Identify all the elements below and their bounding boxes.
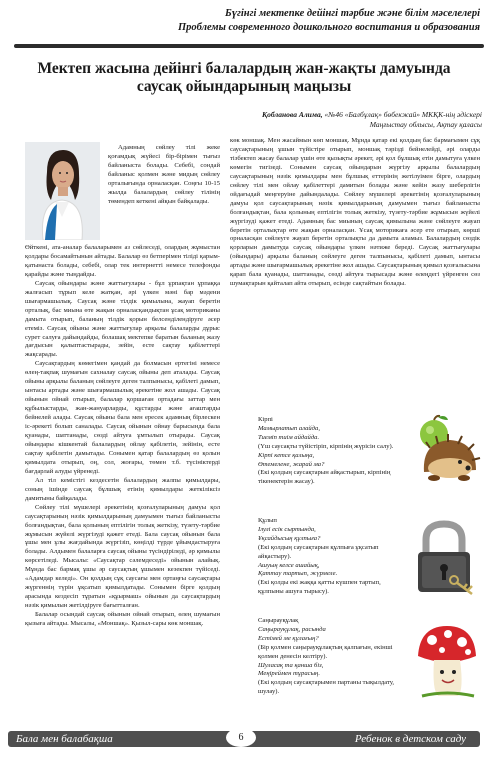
poem-hedgehog [258, 416, 408, 487]
poem-title: Саңырауқұлақ [258, 617, 299, 624]
poem-line: Естімей ме құлағың? [258, 634, 319, 642]
paragraph-right-main: көк моншақ. Мен жасаймын көп моншақ. Мұнда қатар екі қолдың бас бармағымен сұқ саусақтарының ұшын түйістіре отырып, моншақ тәрізді бейнелейді, әрі оларды тізбектеп жасау балалар үшін өте қызықты әрекет, әрі қол бұлшық етін дамытуға үлкен көмегін тигізеді. Сонымен саусақ ойындарын жүргізу арқылы балалардың саусақтарының нәзік қимылдары мен бұлшық еттерінің жетілуімен бірге, олардың сөйлеу тілі мен ойлау қабілеттері дамитын болады және кейін жазу шеберлігін ойдағыдай меңгеруіне дайындалады. Сөйлеу мүшелері әрекетінің қозғалуларының дамуы қол саусақтарының нәзік қимылдарының дамуымен тығыз байланысты болғандықтан, бала қолының ептілігін толық жеткізу, түзету-тәрбие жұмысын жүйелі жүргізуді қажет етеді. Адамның бас миының саусақ қимылына және сөйлеуге жауап беретін орталықтар өте жақын орналасқан. Ұсақ моторикаға әсер ете отырып, көрші орналасқан сөйлеуге жауап беретін орталықты да дамыта аламыз. Балалардың сөздік қорларын дамытуда саусақ ойындары үлкен нәтиже береді. Саусақ жаттығулары (ойындары) арқылы баланың сөйлеуге деген талпынысы, қабілеті дамып, ынтасы артады және шығармашылық әрекетіне жол ашады. Саусақтарының қимыл қозғалысына қарап бала қуанады, шаттанады, сөзді айтуға тырысады және өлеңдегі үйренген сөз шумақтарын қайталап айта отырып, есінде сақтайтын болады. [230, 137, 480, 288]
poem-note: (Екі қолды екі жаққа қатты күшпен тартып, құлпыны ашуға тырысу). [258, 579, 381, 596]
header-title-russian: Проблемы современного дошкольного воспитания и образования [177, 22, 480, 33]
author-name: Қобланова Алима, [262, 110, 323, 119]
header-divider [14, 44, 484, 48]
poem-mushroom [258, 617, 408, 697]
footer-journal-kazakh: Бала мен балабақша [16, 733, 113, 745]
poem-line: Ілулі есік сыртында, [258, 525, 316, 533]
author-photo [25, 142, 100, 240]
poem-note: (Үш саусақты түйістіріп, кірпінің жүрісін салу). [258, 442, 394, 450]
left-column [25, 244, 220, 629]
author-info [150, 110, 482, 130]
author-portrait-image [25, 142, 100, 240]
poem-line: Кірпі кетсе қалыңа, [258, 451, 315, 459]
paragraph-organs-of-speech: Сөйлеу тілі мүшелері әрекетінің қозғалуларының дамуы қол саусақтарының нәзік қимылдарының дамуымен тығыз байланысты болғандықтан, бала қолының ептілігін толық жеткізу, түзету-тәрбие жұмысын жүйелі жүргізуді қажет етеді. Бала саусақ ойынын бала ұшы мен ұлы жағдайында жүргізіп, көңілді түрде ұйымдастыруға болады. Алдымен балаларға саусақ ойыны түсіндіріледі, әр қимылы көрсетіледі. Мысалы: «Саусақтар сәлемдеседі» ойынын алайық. Мұнда бас бармақ ұшы әр саусақтың ұшымен кезекпен түйіседі. «Адамдар келеді». Он қолдың сұқ саусағы мен ортаңғы саусақтары жүргеннің түрін ұқсатып қимылдатады. Сонымен бірге қолдың арасында кездесіп тұратын «құырмаш» ойынын да саусақтардың нәзік қимылын жетілдіруге бағытталған. [25, 503, 220, 610]
hedgehog-illustration [410, 412, 482, 484]
article-title: Мектеп жасына дейінгі балалардың жан-жақты дамуында саусақ ойындарының маңызы [37, 60, 451, 95]
poem-line: Тиеміп тиім айдайда. [258, 433, 320, 441]
poem-line: Өтемелене, жарай ма? [258, 460, 325, 468]
poem-note: (Бір қолмен саңырауқұлақтың қалпағын, екінші қолмен денесін келтіру). [258, 643, 393, 660]
paragraph-finger-games: Саусақ ойындары және жаттығулары - бұл ұрпақтан ұрпаққа жалғасып тұрып келе жатқан, әрі үлкен мәні бар мәдени шығармашылық. Саусақ және тілдік қимылына, жауап беретін орталық, бас миына өте жақын орналасқандықтан ұсақ моториканы дамыта отырып, баланың тілдік қорын белсенділендіруге әсер етеміз. Саусақ ойыны және жаттығулар арқылы балаларды дұрыс сурет салуға дайындайды, болашақ мектепке баратын баланың жазу дағдысын қалыптастырады, зейін, есте сақтау қабілеттері жақсарады. [25, 279, 220, 359]
author-location: Маңғыстау облысы, Ақтау қаласы [369, 120, 482, 129]
paragraph-intro: Адамның сөйлеу тілі жеке қоғамдық жүйесі бір-бірімен тығыз байланыста болады. Себебі, сондай байланыс қолмен және мидың сөйлеу орталығында орналасқан. Соңғы 10-15 жылда балалардың сөйлеу тілінің төмендеп кеткені айқын байқалады. [108, 144, 220, 205]
padlock-illustration [412, 520, 478, 600]
right-column [230, 137, 480, 289]
poem-line: Ашуың келсе ашайық, [258, 561, 320, 569]
page-number: 6 [226, 728, 256, 747]
poem-note: (Екі қолдың саусақтарын құлпыға ұқсатып айқастыру). [258, 543, 379, 560]
header-title-kazakh: Бүгінгі мектепке дейінгі тәрбие және білім мәселелері [225, 8, 480, 19]
poem-lock [258, 517, 408, 597]
poem-line: Саңырауқұлақ, расында [258, 625, 326, 633]
poem-title: Кірпі [258, 416, 273, 423]
left-column-intro [108, 144, 220, 207]
poem-note: (Екі қолдың саусақтарымен партаны тықылдату, шулау). [258, 679, 395, 696]
poem-title: Құлып [258, 517, 277, 524]
footer-journal-russian: Ребенок в детском саду [354, 733, 466, 745]
journal-header [0, 0, 488, 52]
poem-line: Ұқсайдысың құлпыға? [258, 534, 321, 542]
paragraph-staging: Саусақтардың көмегімен қандай да болмасын ертегіні немесе өлең-тақпақ шумағын сахналау саусақ ойыны деп аталады. Саусақ ойыны арқылы баланың сөйлеуге деген талпынысы, қабілеті дамып, ынтасы артады және шығармашылық әрекетіне жол ашады. Саусақ ойынын ойнай отырып, балалар қоршаған ортадағы заттар мен құбылыстарды, жан-жануарларды, құстарды және ағаштарды бейнелей алады. Саусақ ойыны бала мен ересек адамның бірлескен іс-әрекеті болып саналады. Саусақ ойынын ойнау барысында бала қуанады, шаттанады, сөзді айтуға ұмтылып отырады. Саусақ ойындары кішкентай балалардың ойлау қабілетін, зейінін, есте сақтау қабілетін дамытады. Сонымен қатар балалардың өз қолын қимылдата отырып, оң, сол, жоғары, төмен т.б. түсініктерді бағдарлай алуды үйренеді. [25, 360, 220, 475]
poem-line: Қаттау тартып, жүрмеле. [258, 570, 338, 578]
author-affiliation: «№46 «Балбұлақ» бөбекжай» МКҚК-нің әдіскері [324, 110, 482, 119]
mushroom-illustration [414, 620, 480, 700]
poem-note: (Екі қолдың саусақтарын айқастырып, кірпінің тікенектерін жасау). [258, 469, 391, 486]
page-footer [0, 725, 488, 757]
paragraph-speech-defects: Ал тіл кемістігі кездесетін балалардың жалпы қимылдары, соның ішінде саусақ бұлшық етінің қимылдары жеткіліксіз дамитыны байқалады. [25, 476, 220, 502]
poem-line: Шуласақ та қанша біз, [258, 661, 324, 669]
paragraph-intro-continued: Өйткені, ата-аналар балаларымен аз сөйлеседі, олардың жұмыстан қолдары босамайтынын айтады. Балалар өз бетперімен тіліді қарым-қатынаста болады, себебі, олар тек интернетті немесе телефонды қарайды және тыңдайды. [25, 244, 220, 278]
poem-line: Мамырлатып алайда, [258, 424, 320, 432]
paragraph-beads: Балалар осындай саусақ ойынын ойнай отырып, өлең шумағын қызыға айтады. Мысалы, «Моншақ». Қызыл-сары көк моншақ. [25, 611, 220, 628]
poem-line: Меңіреймен тұрасың. [258, 670, 320, 678]
